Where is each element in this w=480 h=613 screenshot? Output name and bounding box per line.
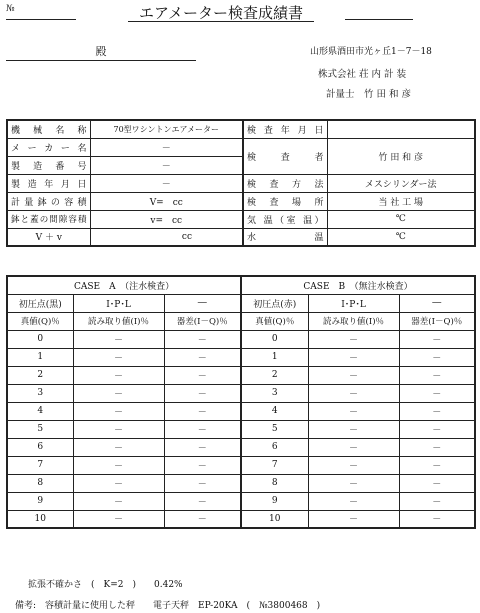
case-a-error[interactable]: － — [164, 510, 241, 528]
case-b-reading[interactable]: － — [308, 438, 399, 456]
table-row — [7, 348, 475, 366]
table-row — [7, 492, 475, 510]
info-label: 検 査 場 所 — [243, 192, 327, 210]
remarks: 備考: 容積計量に使用した秤 電子天秤 EP-20KA ( №3800468 ) — [15, 601, 321, 611]
case-a-col-true: 真値(Q)％ — [7, 312, 73, 330]
column-header-row — [7, 312, 475, 330]
info-row — [7, 210, 475, 228]
case-b-col-diff: 器差(I－Q)％ — [399, 312, 475, 330]
info-value[interactable]: － — [90, 156, 243, 174]
results-body — [7, 330, 475, 528]
case-a-true-value: 9 — [7, 492, 73, 510]
case-b-true-value: 8 — [241, 474, 308, 492]
case-b-col-true: 真値(Q)％ — [241, 312, 308, 330]
info-label: V ＋ v — [7, 228, 90, 246]
case-a-reading[interactable]: － — [73, 474, 164, 492]
info-value[interactable]: ℃ — [327, 228, 475, 246]
title-text: エアメーター検査成績書 — [138, 4, 304, 22]
case-a-true-value: 7 — [7, 456, 73, 474]
case-a-reading[interactable]: － — [73, 510, 164, 528]
info-row — [7, 228, 475, 246]
case-a-error[interactable]: － — [164, 420, 241, 438]
case-b-reading[interactable]: － — [308, 456, 399, 474]
equipment-info-table — [6, 119, 476, 247]
case-a-true-value: 3 — [7, 384, 73, 402]
case-a-true-value: 0 — [7, 330, 73, 348]
info-label: 検 査 年 月 日 — [243, 120, 327, 138]
case-a-error[interactable]: － — [164, 366, 241, 384]
info-row — [7, 174, 475, 192]
case-b-initial-value[interactable]: I･P･L — [308, 294, 399, 312]
case-b-reading[interactable]: － — [308, 474, 399, 492]
case-b-error[interactable]: － — [399, 348, 475, 366]
case-b-error[interactable]: － — [399, 456, 475, 474]
info-value[interactable]: V= cc — [90, 192, 243, 210]
table-row — [7, 366, 475, 384]
case-b-true-value: 4 — [241, 402, 308, 420]
case-a-title: CASE A （注水検査） — [7, 276, 241, 294]
info-label: 計量鉢の容積 — [7, 192, 90, 210]
table-row — [7, 438, 475, 456]
info-label: 製 造 年 月 日 — [7, 174, 90, 192]
info-value[interactable]: 70型ワシントンエアメーター — [90, 120, 243, 138]
case-a-true-value: 5 — [7, 420, 73, 438]
case-a-reading[interactable]: － — [73, 492, 164, 510]
info-value[interactable]: ℃ — [327, 210, 475, 228]
case-b-true-value: 9 — [241, 492, 308, 510]
case-a-true-value: 6 — [7, 438, 73, 456]
table-row — [7, 402, 475, 420]
case-b-true-value: 3 — [241, 384, 308, 402]
info-label: 検 査 方 法 — [243, 174, 327, 192]
info-label: 製 造 番 号 — [7, 156, 90, 174]
recipient-field[interactable] — [6, 43, 196, 61]
case-a-error[interactable]: － — [164, 402, 241, 420]
case-b-reading[interactable]: － — [308, 330, 399, 348]
case-b-reading[interactable]: － — [308, 348, 399, 366]
inspection-results-table — [6, 275, 476, 529]
case-a-reading[interactable]: － — [73, 384, 164, 402]
case-b-true-value: 7 — [241, 456, 308, 474]
case-a-error[interactable]: － — [164, 438, 241, 456]
case-a-error[interactable]: － — [164, 384, 241, 402]
table-row — [7, 474, 475, 492]
info-row — [7, 138, 475, 156]
case-b-true-value: 1 — [241, 348, 308, 366]
case-a-error[interactable]: － — [164, 474, 241, 492]
info-value[interactable]: メスシリンダー法 — [327, 174, 475, 192]
info-value[interactable]: cc — [90, 228, 243, 246]
number-label: № — [6, 4, 15, 14]
case-b-error[interactable]: － — [399, 384, 475, 402]
info-label: 気 温（室 温） — [243, 210, 327, 228]
case-a-error[interactable]: － — [164, 348, 241, 366]
info-value[interactable]: － — [90, 174, 243, 192]
table-row — [7, 456, 475, 474]
company-address: 山形県酒田市光ヶ丘1－7－18 — [310, 47, 432, 57]
case-a-initial-extra[interactable]: ― — [164, 294, 241, 312]
initial-point-row — [7, 294, 475, 312]
info-label: メ ー カ ー 名 — [7, 138, 90, 156]
table-row — [7, 420, 475, 438]
case-b-true-value: 5 — [241, 420, 308, 438]
case-title-row — [7, 276, 475, 294]
case-a-error[interactable]: － — [164, 330, 241, 348]
table-row — [7, 384, 475, 402]
case-a-true-value: 10 — [7, 510, 73, 528]
case-a-reading[interactable]: － — [73, 456, 164, 474]
info-label: 水 温 — [243, 228, 327, 246]
case-b-reading[interactable]: － — [308, 510, 399, 528]
case-b-reading[interactable]: － — [308, 366, 399, 384]
case-a-initial-value[interactable]: I･P･L — [73, 294, 164, 312]
case-b-col-read: 読み取り値(I)％ — [308, 312, 399, 330]
case-b-reading[interactable]: － — [308, 420, 399, 438]
case-b-error[interactable]: － — [399, 438, 475, 456]
case-b-error[interactable]: － — [399, 366, 475, 384]
info-value[interactable] — [327, 120, 475, 138]
info-label: 機 械 名 称 — [7, 120, 90, 138]
info-row — [7, 192, 475, 210]
inspector-name: 計量士 竹 田 和 彦 — [326, 89, 412, 100]
case-b-true-value: 2 — [241, 366, 308, 384]
table-row — [7, 330, 475, 348]
document-title — [128, 2, 314, 22]
info-value[interactable]: － — [90, 138, 243, 156]
recipient-suffix: 殿 — [95, 45, 107, 58]
case-b-error[interactable]: － — [399, 330, 475, 348]
info-label: 検 査 者 — [243, 138, 327, 174]
case-b-initial-extra[interactable]: ― — [399, 294, 475, 312]
case-b-true-value: 10 — [241, 510, 308, 528]
info-value[interactable]: v= cc — [90, 210, 243, 228]
case-b-true-value: 6 — [241, 438, 308, 456]
case-a-error[interactable]: － — [164, 492, 241, 510]
case-a-true-value: 8 — [7, 474, 73, 492]
case-b-error[interactable]: － — [399, 510, 475, 528]
info-row — [7, 120, 475, 138]
case-b-initial-label: 初圧点(赤) — [241, 294, 308, 312]
case-a-true-value: 4 — [7, 402, 73, 420]
case-a-reading[interactable]: － — [73, 330, 164, 348]
info-label: 鉢と蓋の間隙容積 — [7, 210, 90, 228]
case-a-reading[interactable]: － — [73, 348, 164, 366]
case-a-col-diff: 器差(I－Q)％ — [164, 312, 241, 330]
case-b-error[interactable]: － — [399, 474, 475, 492]
case-a-reading[interactable]: － — [73, 366, 164, 384]
case-b-reading[interactable]: － — [308, 492, 399, 510]
case-a-col-read: 読み取り値(I)％ — [73, 312, 164, 330]
case-a-true-value: 1 — [7, 348, 73, 366]
case-b-reading[interactable]: － — [308, 384, 399, 402]
document-number-field[interactable] — [6, 4, 76, 20]
company-name: 株式会社 荘 内 計 装 — [318, 69, 407, 80]
title-right-blank-line — [345, 4, 413, 20]
case-b-error[interactable]: － — [399, 402, 475, 420]
case-b-error[interactable]: － — [399, 420, 475, 438]
case-a-error[interactable]: － — [164, 456, 241, 474]
info-value[interactable]: 竹 田 和 彦 — [327, 138, 475, 174]
case-b-error[interactable]: － — [399, 492, 475, 510]
case-a-reading[interactable]: － — [73, 438, 164, 456]
info-value[interactable]: 当 社 工 場 — [327, 192, 475, 210]
case-a-initial-label: 初圧点(黒) — [7, 294, 73, 312]
case-a-reading[interactable]: － — [73, 420, 164, 438]
case-a-true-value: 2 — [7, 366, 73, 384]
case-b-title: CASE B （無注水検査） — [241, 276, 475, 294]
case-b-reading[interactable]: － — [308, 402, 399, 420]
case-b-true-value: 0 — [241, 330, 308, 348]
table-row — [7, 510, 475, 528]
expanded-uncertainty: 拡張不確かさ ( K=2 ) 0.42% — [28, 580, 183, 590]
case-a-reading[interactable]: － — [73, 402, 164, 420]
